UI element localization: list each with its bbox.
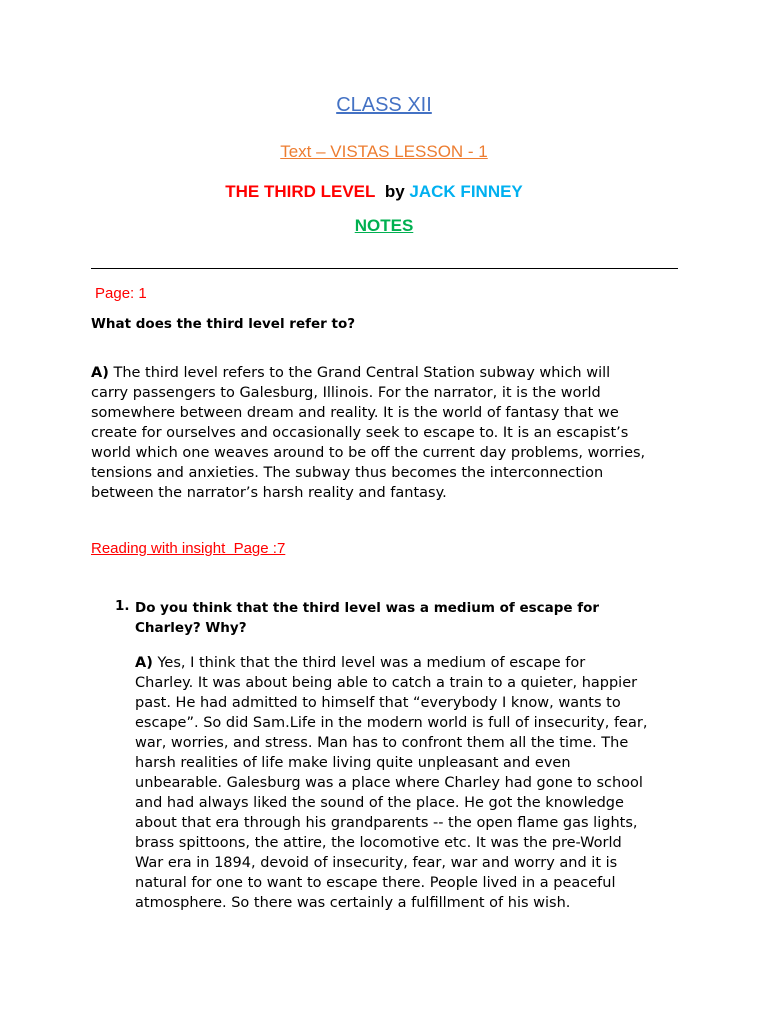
answer-line: War era in 1894, devoid of insecurity, fear, war and worry and it is bbox=[135, 855, 618, 871]
answer-text: The third level refers to the Grand Central Station subway which will bbox=[108, 365, 611, 381]
story-title-line bbox=[0, 182, 758, 202]
text-lesson-line: Text – VISTAS LESSON - 1 bbox=[280, 142, 488, 161]
question-line: Charley? Why? bbox=[135, 620, 247, 636]
question-heading: What does the third level refer to? bbox=[91, 316, 356, 332]
answer-paragraph bbox=[91, 363, 691, 503]
question-number: 1. bbox=[115, 598, 130, 614]
class-title: CLASS XII bbox=[336, 94, 432, 116]
answer-line: create for ourselves and occasionally seek to escape to. It is an escapist’s bbox=[91, 425, 629, 441]
answer-line: carry passengers to Galesburg, Illinois. For the narrator, it is the world bbox=[91, 385, 601, 401]
answer-label: A) bbox=[91, 365, 109, 381]
answer-line: Charley. It was about being able to catch a train to a quieter, happier bbox=[135, 675, 638, 691]
answer-line: atmosphere. So there was certainly a fulfillment of his wish. bbox=[135, 895, 571, 911]
answer-line: war, worries, and stress. Man has to confront them all the time. The bbox=[135, 735, 629, 751]
answer-line: past. He had admitted to himself that “everybody I know, wants to bbox=[135, 695, 621, 711]
question-1 bbox=[135, 598, 599, 638]
page-reference: Page: 1 bbox=[95, 285, 147, 302]
answer-1-paragraph bbox=[135, 653, 695, 913]
answer-label: A) bbox=[135, 655, 153, 671]
author-name: JACK FINNEY bbox=[409, 182, 523, 201]
answer-line: somewhere between dream and reality. It is the world of fantasy that we bbox=[91, 405, 619, 421]
answer-line: unbearable. Galesburg was a place where Charley had gone to school bbox=[135, 775, 643, 791]
answer-line bbox=[135, 653, 695, 673]
answer-line: natural for one to want to escape there. People lived in a peaceful bbox=[135, 875, 616, 891]
answer-text: Yes, I think that the third level was a medium of escape for bbox=[152, 655, 586, 671]
answer-line: world which one weaves around to be off the current day problems, worries, bbox=[91, 445, 646, 461]
answer-line: brass spittoons, the attire, the locomotive etc. It was the pre-World bbox=[135, 835, 622, 851]
answer-line: harsh realities of life make living quite unpleasant and even bbox=[135, 755, 571, 771]
answer-line bbox=[91, 363, 691, 383]
by-label: by bbox=[384, 182, 405, 201]
answer-line: tensions and anxieties. The subway thus becomes the interconnection bbox=[91, 465, 604, 481]
answer-line: about that era through his grandparents -- the open flame gas lights, bbox=[135, 815, 638, 831]
story-title: THE THIRD LEVEL bbox=[225, 182, 376, 201]
question-line: Do you think that the third level was a medium of escape for bbox=[135, 600, 600, 616]
notes-heading: NOTES bbox=[354, 216, 414, 235]
reading-with-insight-heading: Reading with insight Page :7 bbox=[91, 540, 286, 557]
answer-line: and had always liked the sound of the place. He got the knowledge bbox=[135, 795, 624, 811]
horizontal-divider bbox=[91, 268, 678, 269]
answer-line: between the narrator’s harsh reality and fantasy. bbox=[91, 485, 447, 501]
answer-line: escape”. So did Sam.Life in the modern world is full of insecurity, fear, bbox=[135, 715, 648, 731]
